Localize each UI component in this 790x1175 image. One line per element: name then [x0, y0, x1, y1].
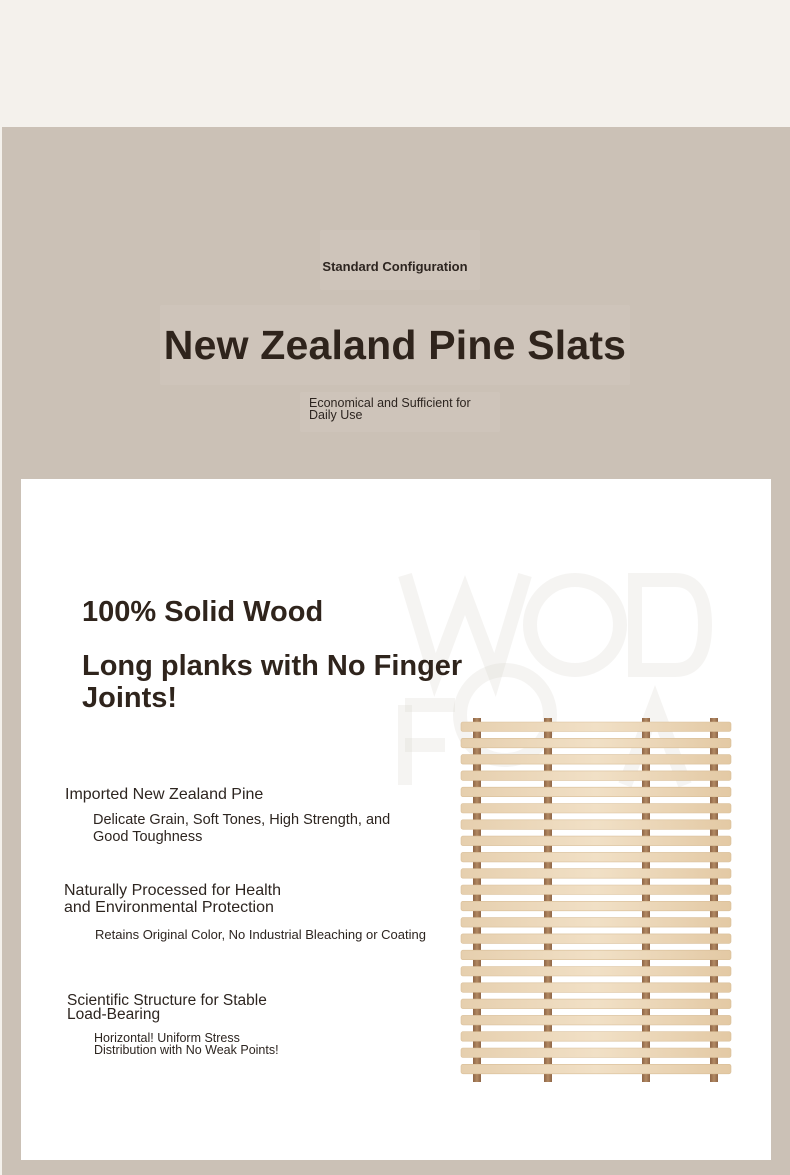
no-finger-joints-headline: Long planks with No Finger Joints! — [82, 650, 463, 714]
pine-slat — [461, 1032, 731, 1042]
pine-slat — [461, 999, 731, 1009]
pine-slat — [461, 820, 731, 830]
feature-title-pine: Imported New Zealand Pine — [65, 786, 264, 803]
pine-slat — [461, 836, 731, 846]
pine-slat-frame-icon — [459, 718, 733, 1082]
feature-title-natural: Naturally Processed for Health and Environmental Protection — [64, 882, 281, 916]
pine-slat — [461, 901, 731, 911]
feature-desc-pine: Delicate Grain, Soft Tones, High Strength, and Good Toughness — [93, 812, 391, 845]
pine-slat — [461, 804, 731, 814]
pine-slat — [461, 950, 731, 960]
pine-slat — [461, 1048, 731, 1058]
feature-desc-natural: Retains Original Color, No Industrial Bleaching or Coating — [95, 927, 426, 942]
page-title: New Zealand Pine Slats — [163, 322, 627, 368]
pine-slat — [461, 787, 731, 797]
product-image — [459, 718, 733, 1082]
pine-slat — [461, 967, 731, 977]
pine-slat — [461, 885, 731, 895]
feature-desc-structure: Horizontal! Uniform Stress Distribution with No Weak Points! — [94, 1031, 279, 1057]
tagline: Economical and Sufficient for Daily Use — [309, 396, 471, 422]
pine-slat — [461, 722, 731, 732]
pine-slat — [461, 869, 731, 879]
pine-slat — [461, 918, 731, 928]
pine-slat — [461, 934, 731, 944]
pine-slat — [461, 852, 731, 862]
pine-slat — [461, 771, 731, 781]
pine-slat — [461, 983, 731, 993]
pine-slat — [461, 738, 731, 748]
feature-title-structure: Scientific Structure for Stable Load-Bearing — [67, 992, 267, 1023]
pine-slat — [461, 1064, 731, 1074]
solid-wood-headline: 100% Solid Wood — [82, 596, 324, 628]
pine-slat — [461, 1015, 731, 1025]
pine-slat — [461, 755, 731, 765]
top-band — [0, 0, 790, 127]
config-subheading: Standard Configuration — [322, 259, 468, 274]
